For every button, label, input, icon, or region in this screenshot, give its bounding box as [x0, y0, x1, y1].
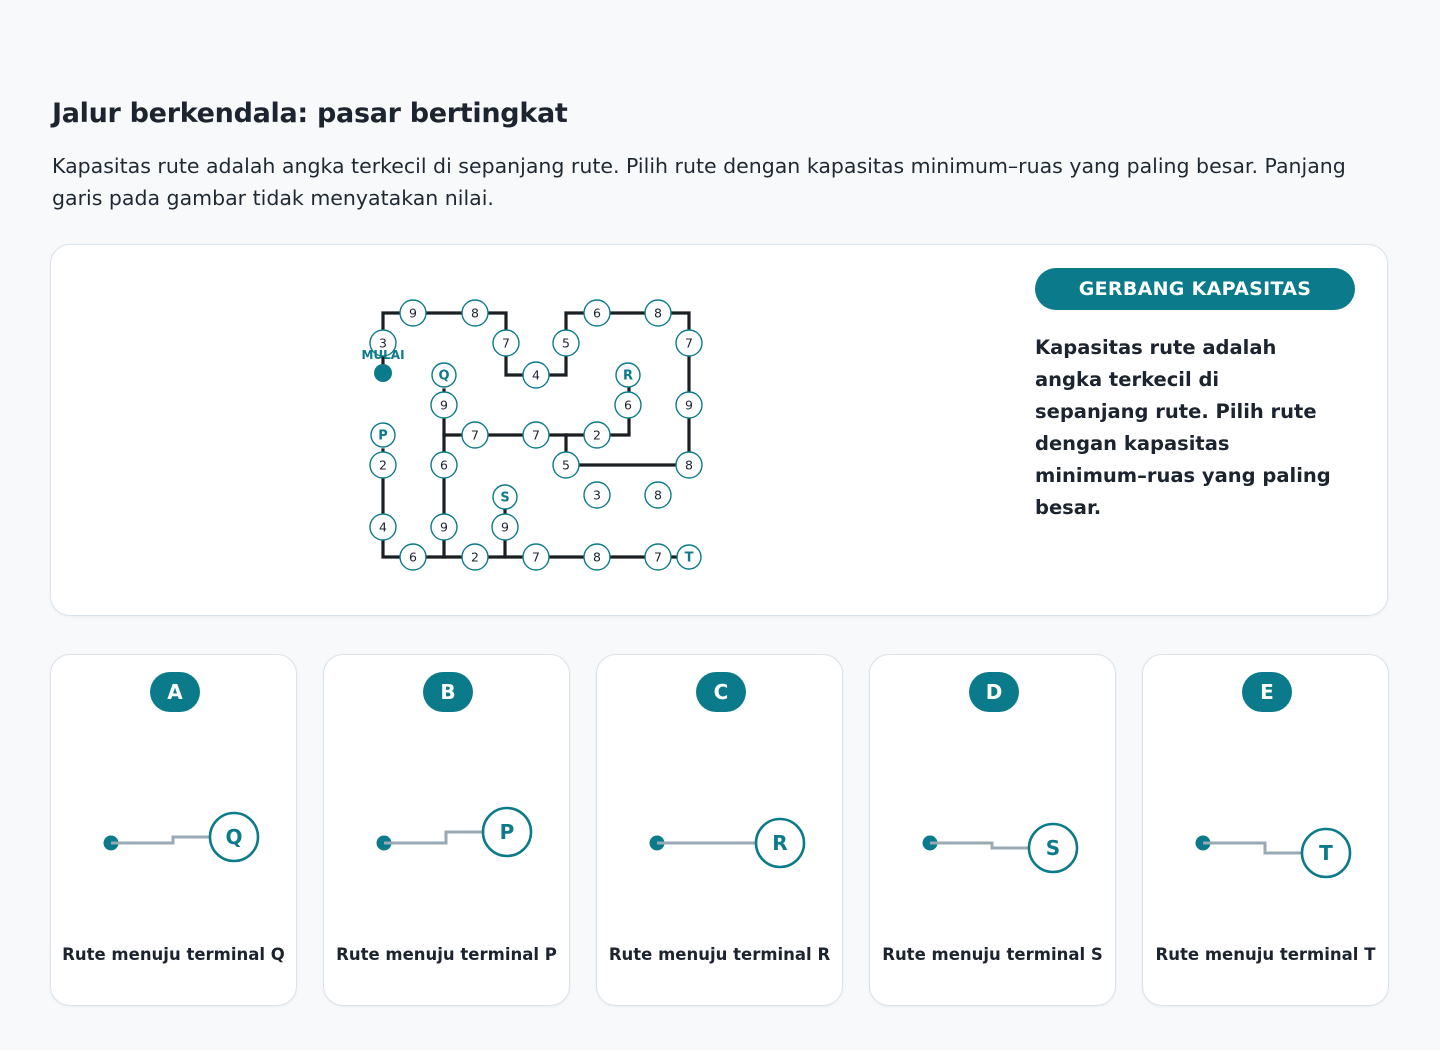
- start-node: [374, 364, 392, 382]
- svg-text:9: 9: [440, 519, 448, 535]
- svg-text:2: 2: [471, 549, 479, 565]
- svg-text:P: P: [378, 428, 388, 444]
- terminal-letter: R: [772, 831, 788, 855]
- terminal-node-t: [677, 545, 701, 569]
- option-letter: E: [1242, 672, 1292, 712]
- edge-capacity-label: [370, 452, 396, 478]
- edge-capacity-label: [431, 452, 457, 478]
- edge-capacity-label: [462, 422, 488, 448]
- svg-text:7: 7: [471, 427, 479, 443]
- edge-capacity-label: [400, 300, 426, 326]
- terminal-node-s: [493, 485, 517, 509]
- option-card-d[interactable]: [869, 654, 1116, 1006]
- puzzle-panel: [50, 244, 1388, 616]
- edge-capacity-label: [493, 330, 519, 356]
- svg-text:7: 7: [654, 549, 662, 565]
- edge-capacity-label: [431, 514, 457, 540]
- svg-text:9: 9: [685, 397, 693, 413]
- route-line: [111, 837, 211, 843]
- edge-capacity-label: [553, 452, 579, 478]
- svg-text:2: 2: [379, 457, 387, 473]
- option-letter: D: [969, 672, 1019, 712]
- svg-text:2: 2: [593, 427, 601, 443]
- edge-capacity-label: [462, 544, 488, 570]
- option-card-c[interactable]: [596, 654, 843, 1006]
- svg-text:9: 9: [409, 305, 417, 321]
- svg-text:T: T: [684, 550, 694, 566]
- edge-capacity-label: [645, 482, 671, 508]
- svg-text:6: 6: [593, 305, 601, 321]
- svg-text:S: S: [500, 490, 510, 506]
- svg-text:6: 6: [409, 549, 417, 565]
- edge-capacity-label: [645, 300, 671, 326]
- terminal-node-r: [616, 363, 640, 387]
- capacity-gate-text: Kapasitas rute adalah angka terkecil di sepanjang rute. Pilih rute dengan kapasitas minimum–ruas yang paling besar.: [1035, 336, 1331, 519]
- edge-capacity-label: [676, 330, 702, 356]
- svg-text:5: 5: [562, 457, 570, 473]
- route-sketch: [870, 785, 1117, 905]
- edge-capacity-label: [584, 300, 610, 326]
- svg-text:7: 7: [685, 335, 693, 351]
- route-sketch: [1143, 785, 1390, 905]
- svg-text:6: 6: [440, 457, 448, 473]
- route-sketch: [597, 785, 844, 905]
- svg-text:4: 4: [532, 367, 540, 383]
- option-caption: Rute menuju terminal P: [336, 945, 557, 964]
- terminal-node-q: [432, 363, 456, 387]
- terminal-letter: T: [1319, 841, 1333, 865]
- svg-text:R: R: [622, 368, 634, 384]
- edge-capacity-label: [584, 544, 610, 570]
- option-caption: Rute menuju terminal S: [882, 945, 1103, 964]
- capacity-gate-badge: GERBANG KAPASITAS: [1035, 268, 1355, 310]
- edge-capacity-label: [584, 422, 610, 448]
- edge-capacity-label: [615, 392, 641, 418]
- route-sketch: [324, 785, 571, 905]
- page-title: Jalur berkendala: pasar bertingkat: [52, 98, 568, 129]
- edge-capacity-label: [431, 392, 457, 418]
- svg-text:Q: Q: [438, 368, 450, 384]
- svg-text:9: 9: [501, 519, 509, 535]
- option-caption: Rute menuju terminal Q: [62, 945, 285, 964]
- terminal-letter: P: [499, 820, 515, 844]
- svg-text:8: 8: [654, 305, 662, 321]
- svg-text:3: 3: [379, 335, 387, 351]
- edge-capacity-label: [400, 544, 426, 570]
- svg-text:5: 5: [562, 335, 570, 351]
- svg-text:7: 7: [532, 549, 540, 565]
- option-letter: A: [150, 672, 200, 712]
- terminal-letter: S: [1045, 836, 1061, 860]
- svg-text:3: 3: [593, 487, 601, 503]
- terminal-node-p: [371, 423, 395, 447]
- route-line: [1203, 843, 1303, 853]
- svg-text:7: 7: [532, 427, 540, 443]
- edge-capacity-label: [676, 452, 702, 478]
- route-line: [384, 832, 484, 843]
- edge-capacity-label: [492, 514, 518, 540]
- edge-capacity-label: [370, 514, 396, 540]
- option-letter: C: [696, 672, 746, 712]
- instructions: Kapasitas rute adalah angka terkecil di sepanjang rute. Pilih rute dengan kapasitas minimum–ruas yang paling besar. Panjang garis pada gambar tidak menyatakan nilai.: [52, 154, 1346, 210]
- svg-text:7: 7: [502, 335, 510, 351]
- edge-capacity-label: [584, 482, 610, 508]
- svg-text:4: 4: [379, 519, 387, 535]
- terminal-letter: Q: [225, 825, 243, 849]
- svg-text:9: 9: [440, 397, 448, 413]
- svg-text:8: 8: [685, 457, 693, 473]
- edge-capacity-label: [553, 330, 579, 356]
- road-map: [51, 245, 1011, 615]
- edge-capacity-label: [523, 422, 549, 448]
- option-caption: Rute menuju terminal T: [1155, 945, 1376, 964]
- svg-text:8: 8: [471, 305, 479, 321]
- svg-text:6: 6: [624, 397, 632, 413]
- edge-capacity-label: [523, 544, 549, 570]
- option-card-e[interactable]: [1142, 654, 1389, 1006]
- edge-capacity-label: [523, 362, 549, 388]
- option-card-a[interactable]: [50, 654, 297, 1006]
- route-line: [930, 843, 1030, 848]
- start-label: MULAI: [361, 348, 405, 362]
- option-caption: Rute menuju terminal R: [608, 945, 831, 964]
- edge-capacity-label: [462, 300, 488, 326]
- option-card-b[interactable]: [323, 654, 570, 1006]
- edge-capacity-label: [676, 392, 702, 418]
- route-sketch: [51, 785, 298, 905]
- edge-capacity-label: [645, 544, 671, 570]
- option-letter: B: [423, 672, 473, 712]
- svg-text:8: 8: [593, 549, 601, 565]
- svg-text:8: 8: [654, 487, 662, 503]
